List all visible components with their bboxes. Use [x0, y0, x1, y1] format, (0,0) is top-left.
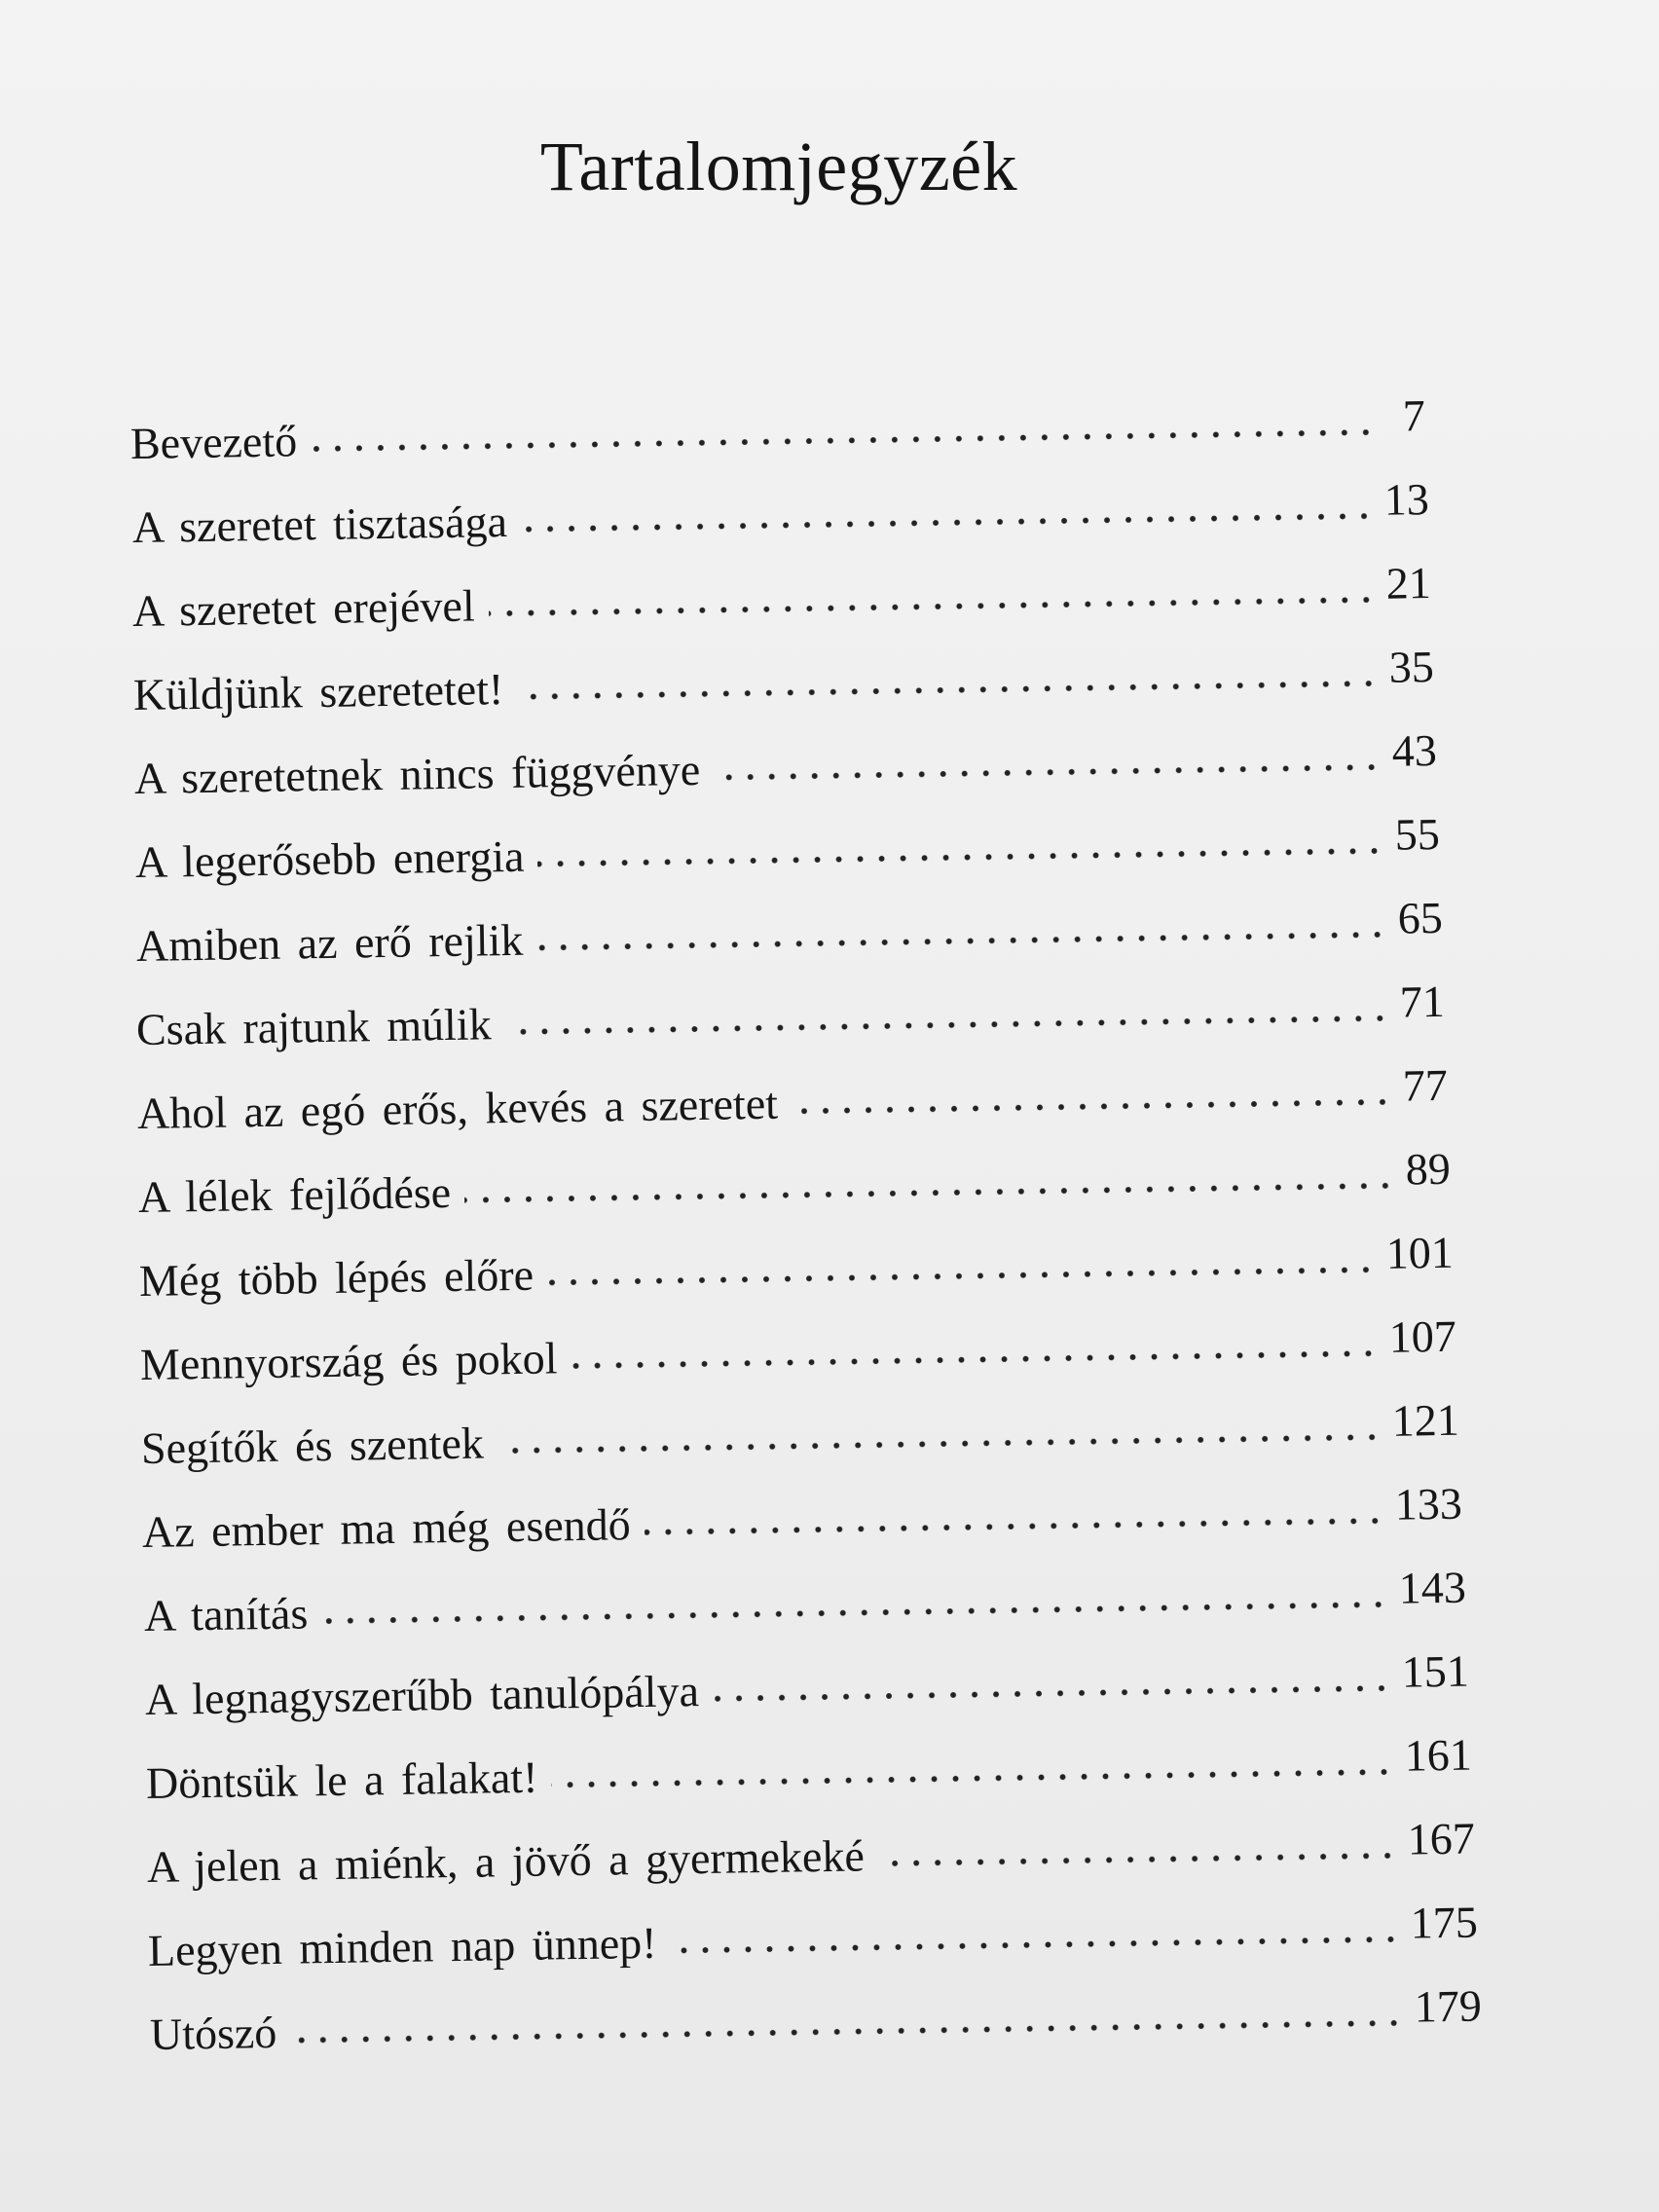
dot-leader: [547, 1264, 1377, 1288]
toc-entry-page: 143: [1398, 1562, 1467, 1613]
toc-entry-page: 7: [1402, 390, 1426, 441]
toc-entry-page: 151: [1401, 1645, 1470, 1697]
dot-leader: [645, 1515, 1385, 1538]
toc-entry-page: 43: [1391, 724, 1438, 776]
toc-entry-page: 101: [1385, 1227, 1455, 1278]
toc-entry-label: A jelen a miénk, a jövő a gyermekeké: [146, 1830, 866, 1892]
toc-entry: [146, 1813, 1476, 1895]
toc-entry-label: Bevezető: [129, 416, 298, 468]
dot-leader: [671, 1934, 1402, 1957]
dot-leader: [792, 1096, 1393, 1118]
toc-entry: [145, 1729, 1473, 1811]
toc-entry-page: 35: [1388, 642, 1435, 692]
toc-entry-label: Utószó: [149, 2007, 277, 2059]
toc-entry-page: 89: [1405, 1143, 1452, 1195]
dot-leader: [321, 1599, 1389, 1627]
toc-entry: [144, 1645, 1470, 1727]
toc-entry: [135, 976, 1446, 1057]
toc-entry-page: 65: [1397, 892, 1444, 943]
dot-leader: [521, 510, 1375, 535]
dot-leader: [878, 1850, 1398, 1869]
dot-leader: [311, 426, 1377, 455]
toc-entry-label: Az ember ma még esendő: [141, 1499, 632, 1557]
toc-entry-label: A legerősebb energia: [134, 830, 525, 887]
toc-entry: [149, 1980, 1483, 2062]
toc-entry-label: Amiben az erő rejlik: [135, 914, 524, 971]
toc-entry: [135, 892, 1444, 974]
toc-entry: [136, 1059, 1449, 1141]
dot-leader: [551, 1766, 1395, 1791]
dot-leader: [505, 1013, 1390, 1038]
toc-entry-label: Küldjünk szeretetet!: [132, 664, 504, 719]
dot-leader: [489, 594, 1377, 619]
toc-entry: [138, 1227, 1455, 1309]
dot-leader: [537, 845, 1385, 870]
dot-leader: [713, 1682, 1392, 1705]
toc-entry-page: 55: [1394, 808, 1441, 860]
toc-entry-label: Még több lépés előre: [138, 1249, 535, 1306]
dot-leader: [498, 1431, 1382, 1456]
toc-entry: [132, 642, 1435, 722]
toc-entry: [139, 1310, 1457, 1392]
page-title: Tartalomjegyzék: [539, 128, 1018, 205]
toc-entry: [129, 390, 1426, 471]
dot-leader: [464, 1180, 1396, 1206]
toc-entry-label: Döntsük le a falakat!: [145, 1751, 538, 1808]
dot-leader: [290, 2017, 1405, 2046]
toc-entry-page: 175: [1410, 1897, 1479, 1948]
dot-leader: [571, 1347, 1380, 1372]
toc-entry: [141, 1478, 1463, 1560]
toc-entry-label: A szeretet erejével: [131, 580, 476, 636]
toc-entry-page: 21: [1385, 558, 1432, 608]
toc-entry-label: A lélek fejlődése: [137, 1166, 452, 1222]
toc-entry: [140, 1394, 1460, 1476]
toc-entry-page: 133: [1394, 1478, 1463, 1530]
toc-entry-label: Ahol az egó erős, kevés a szeretet: [136, 1078, 779, 1138]
toc-entry-page: 167: [1407, 1813, 1476, 1864]
toc-entry-label: A legnagyszerűbb tanulópálya: [144, 1666, 700, 1724]
toc-entry: [134, 808, 1441, 890]
toc-entry-label: Mennyország és pokol: [139, 1333, 558, 1389]
dot-leader: [536, 929, 1388, 954]
toc-entry: [147, 1897, 1479, 1978]
toc-entry-label: Legyen minden nap ünnep!: [147, 1917, 657, 1975]
dot-leader: [714, 761, 1382, 784]
toc-entry: [133, 724, 1438, 806]
toc-entry-page: 121: [1391, 1394, 1460, 1446]
toc-entry-label: A szeretet tisztasága: [131, 496, 508, 552]
toc-entry-page: 161: [1404, 1729, 1473, 1781]
toc-entry: [131, 558, 1432, 639]
toc-entry: [137, 1143, 1452, 1225]
toc-entry-page: 77: [1402, 1059, 1449, 1111]
dot-leader: [517, 678, 1380, 703]
toc-entry-page: 71: [1399, 976, 1446, 1027]
toc-entry-page: 179: [1414, 1980, 1483, 2032]
toc-entry-page: 107: [1388, 1310, 1457, 1362]
toc-entry-label: A szeretetnek nincs függvénye: [133, 744, 701, 803]
toc-entry: [143, 1562, 1467, 1643]
toc-entry-label: Csak rajtunk múlik: [135, 999, 492, 1054]
toc-entry-label: Segítők és szentek: [140, 1418, 485, 1473]
toc-entry: [131, 474, 1430, 555]
toc-entry-page: 13: [1383, 474, 1430, 525]
toc-entry-label: A tanítás: [143, 1588, 309, 1641]
